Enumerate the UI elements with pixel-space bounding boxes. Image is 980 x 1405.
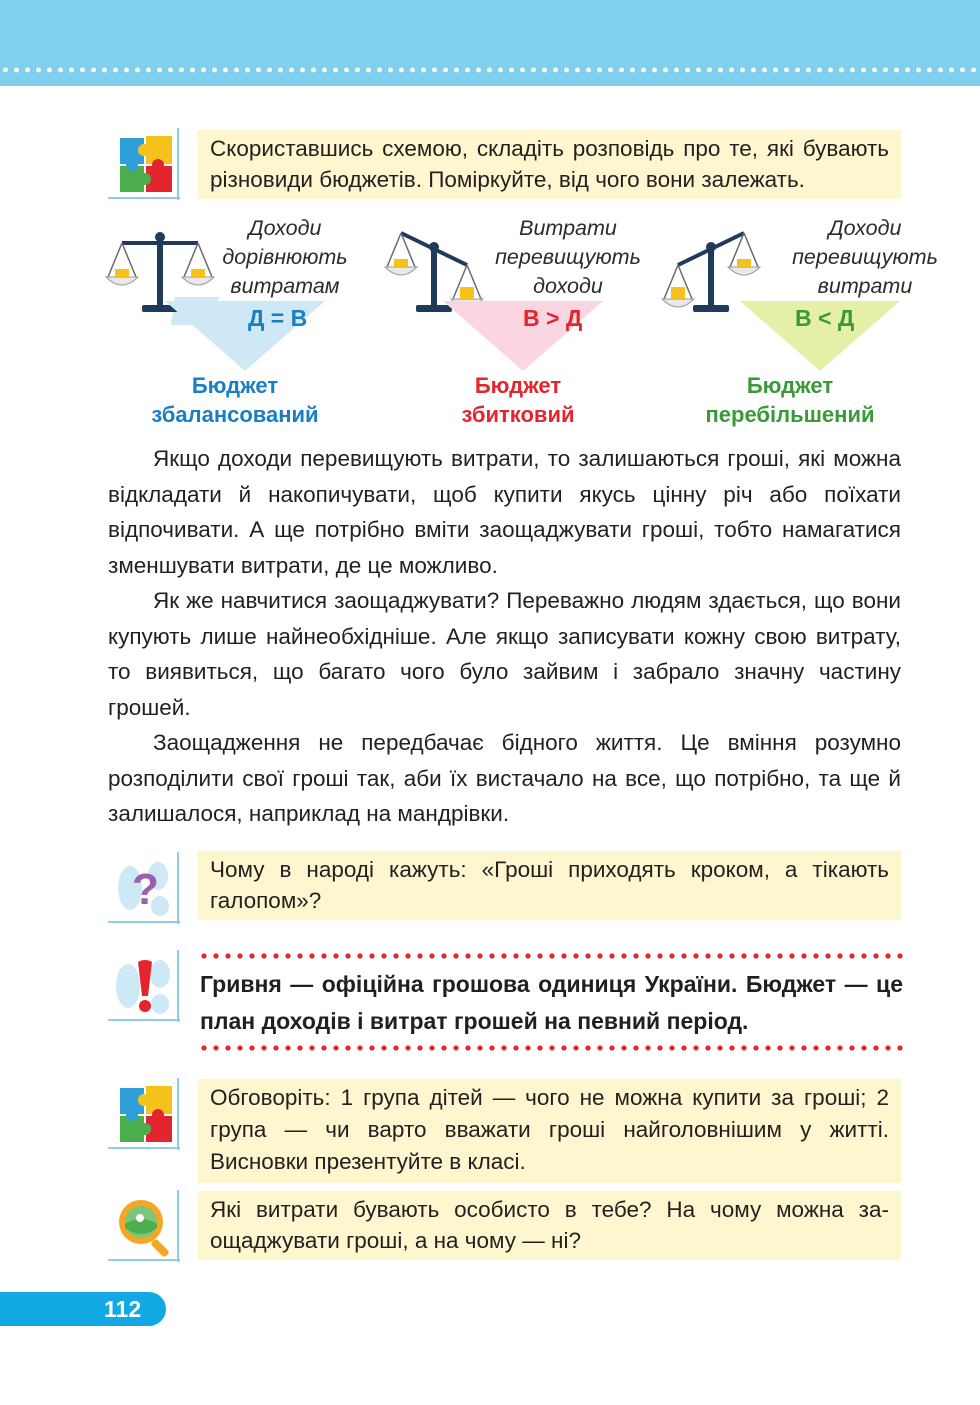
scheme-title-line1: Бюджет (746, 373, 834, 398)
scheme-balanced (100, 205, 370, 435)
question-text: Чому в народі кажуть: «Гроші приходять кроком, а тікають галопом»? (210, 857, 889, 913)
dots-divider-top (198, 952, 904, 960)
personal-task-box (198, 1191, 901, 1260)
scheme-title-line1: Бюджет (474, 373, 562, 398)
definition-text: Гривня — офіційна грошова одиниця України. Бюджет — це план доходів і витрат грошей на певний період. (200, 971, 903, 1034)
header-dots (0, 66, 980, 74)
paragraph: Якщо доходи перевищують витрати, то залишаються гроші, які можна відкладати й накопичувати, щоб купити якусь цінну річ або поїхати відпочивати. А ще потрібно вміти заощаджувати гроші, тобто намагатися зменшувати витрати, де це можливо. (108, 446, 901, 578)
scheme-title (383, 371, 653, 429)
page-number: 112 (104, 1296, 142, 1322)
magnifier-icon (108, 1190, 180, 1262)
scheme-title-line2: перебільшений (705, 402, 875, 427)
task-text: Скориставшись схемою, складіть розповідь про те, які бувають різновиди бюджетів. Поміркуйте, від чого вони залежать. (210, 136, 889, 192)
scheme-title-line2: збитковий (461, 402, 575, 427)
svg-text:?: ? (132, 865, 159, 914)
puzzle-icon (108, 128, 180, 200)
puzzle-icon (108, 1078, 180, 1150)
scheme-formula: Д = В (248, 305, 308, 331)
scheme-caption: Доходи дорівнюють витратам (222, 216, 348, 298)
budget-scheme (100, 205, 938, 435)
task-box-scheme (198, 130, 901, 199)
scheme-deficit (383, 205, 653, 435)
scheme-title-line1: Бюджет (191, 373, 279, 398)
scheme-surplus (660, 205, 938, 435)
question-icon (108, 852, 180, 924)
scheme-caption: Доходи перевищують витрати (792, 216, 938, 298)
scheme-title (655, 371, 925, 429)
main-text (108, 441, 901, 832)
scheme-title-line2: збалансований (151, 402, 319, 427)
discussion-text: Обговоріть: 1 група дітей — чого не можна купити за гроші; 2 група — чи варто вважати гроші найголовнішим у житті. Висновки презентуйте в класі. (210, 1085, 889, 1174)
scheme-formula: В > Д (523, 305, 583, 331)
paragraph: Заощадження не передбачає бідного життя. Це вміння розумно розподілити свої гроші так, аби їх вистачало на все, що потрібно, та ще й залишалося, наприклад на мандрівки. (108, 730, 901, 826)
exclamation-icon (108, 950, 180, 1022)
scheme-title (100, 371, 370, 429)
question-box (198, 851, 901, 920)
personal-task-text: Які витрати бувають особисто в тебе? На чому можна заощаджувати гроші, а на чому — ні? (210, 1197, 889, 1253)
discussion-box (198, 1079, 901, 1183)
dots-divider-bottom (198, 1044, 904, 1052)
scheme-caption: Витрати перевищують доходи (495, 216, 641, 298)
scheme-formula: В < Д (795, 305, 855, 331)
paragraph: Як же навчитися заощаджувати? Переважно людям здається, що вони купують лише найнеобхідніше. Але якщо записувати кожну свою витрату, то виявиться, що багато чого було зайвим і забрало значну частину грошей. (108, 588, 901, 720)
